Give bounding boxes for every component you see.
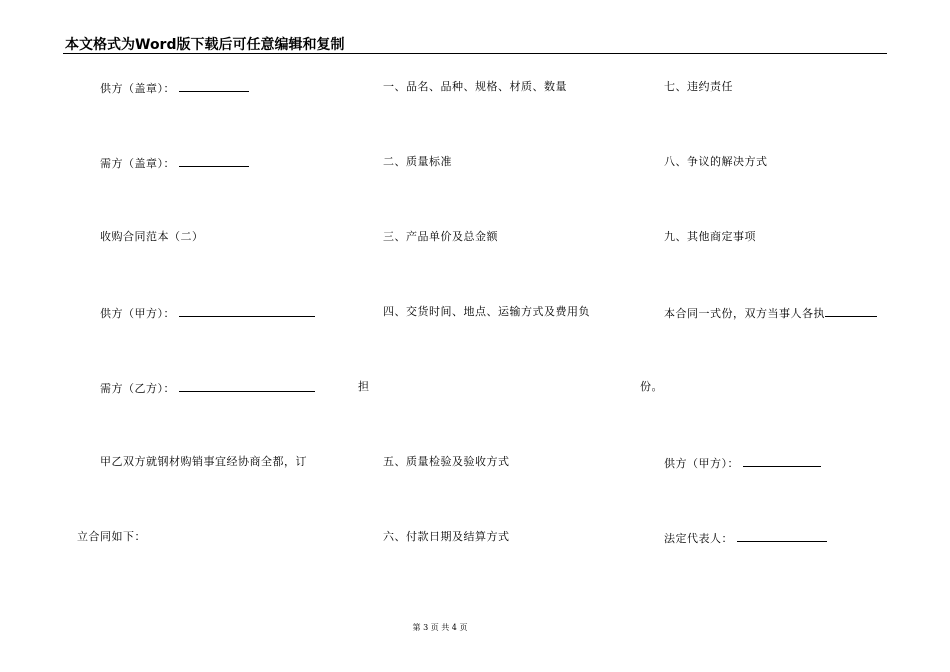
buyer-seal-label: 需方（盖章）： — [100, 157, 175, 170]
buyer-seal-blank — [179, 155, 249, 167]
supplier-party-a-blank — [179, 305, 315, 317]
buyer-seal-field — [100, 155, 249, 171]
supplier-seal-blank — [179, 80, 249, 92]
supplier-signature-blank — [743, 455, 821, 467]
supplier-seal-field — [100, 80, 249, 96]
copies-blank — [825, 305, 877, 317]
document-header-title: 本文格式为Word版下载后可任意编辑和复制 — [65, 37, 345, 53]
buyer-party-b-blank — [179, 380, 315, 392]
clause-9: 九、其他商定事项 — [664, 230, 756, 243]
clause-8: 八、争议的解决方式 — [664, 155, 768, 168]
supplier-signature-field — [664, 455, 821, 471]
copies-line1 — [664, 305, 877, 321]
supplier-party-a-label: 供方（甲方）： — [100, 307, 175, 320]
clause-7: 七、违约责任 — [664, 80, 733, 93]
clause-4-continuation: 担 — [358, 380, 370, 393]
clause-1: 一、品名、品种、规格、材质、数量 — [383, 80, 567, 93]
intro-text-line1: 甲乙双方就钢材购销事宜经协商全都，订 — [100, 455, 307, 468]
header-divider — [63, 53, 887, 54]
buyer-party-b-field — [100, 380, 315, 396]
legal-rep-blank — [737, 530, 827, 542]
clause-3: 三、产品单价及总金额 — [383, 230, 498, 243]
page-number: 第 3 页 共 4 页 — [412, 623, 468, 632]
buyer-party-b-label: 需方（乙方）： — [100, 382, 175, 395]
clause-6: 六、付款日期及结算方式 — [383, 530, 510, 543]
intro-text-line2: 立合同如下： — [77, 530, 146, 543]
supplier-signature-label: 供方（甲方）： — [664, 457, 739, 470]
legal-rep-label: 法定代表人： — [664, 532, 733, 545]
supplier-seal-label: 供方（盖章）： — [100, 82, 175, 95]
supplier-party-a-field — [100, 305, 315, 321]
sample-title: 收购合同范本（二） — [100, 230, 204, 243]
clause-4: 四、交货时间、地点、运输方式及费用负 — [383, 305, 590, 318]
clause-5: 五、质量检验及验收方式 — [383, 455, 510, 468]
copies-label: 本合同一式份，双方当事人各执 — [664, 307, 825, 320]
copies-line2: 份。 — [640, 380, 663, 393]
clause-2: 二、质量标准 — [383, 155, 452, 168]
legal-rep-field — [664, 530, 827, 546]
